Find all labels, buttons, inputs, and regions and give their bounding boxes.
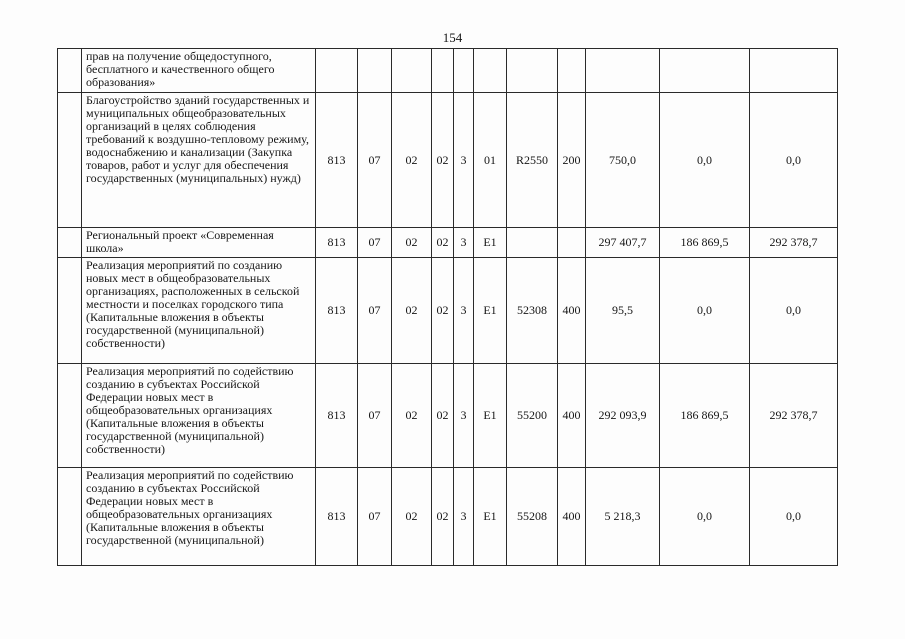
description-cell: Реализация мероприятий по созданию новых мест в общеобразовательных организациях, расположенных в сельской местности и поселках городского типа (Капитальные вложения в объекты государственной (муниципальной) собственности): [82, 258, 316, 364]
amount-2-cell: 186 869,5: [660, 364, 750, 468]
amount-3-cell: 292 378,7: [750, 228, 838, 258]
expense-type-cell: 400: [558, 364, 586, 468]
section-cell: 07: [358, 364, 392, 468]
table-row: [58, 364, 838, 468]
amount-3-cell: 0,0: [750, 468, 838, 566]
description-cell: Реализация мероприятий по содействию созданию в субъектах Российской Федерации новых мест в общеобразовательных организациях (Капитальные вложения в объекты государственной (муниципальной): [82, 468, 316, 566]
table-row: [58, 468, 838, 566]
section-cell: 07: [358, 93, 392, 228]
subsection-cell: 02: [392, 468, 432, 566]
expense-code-cell: R2550: [507, 93, 558, 228]
subprogram-cell: 3: [454, 364, 474, 468]
amount-2-cell: 0,0: [660, 258, 750, 364]
amount-3-cell: 0,0: [750, 93, 838, 228]
amount-2-cell: 186 869,5: [660, 228, 750, 258]
section-cell: [358, 49, 392, 93]
direction-cell: 01: [474, 93, 507, 228]
expense-code-cell: [507, 228, 558, 258]
amount-3-cell: [750, 49, 838, 93]
row-number-cell: [58, 228, 82, 258]
direction-cell: E1: [474, 364, 507, 468]
expense-type-cell: 400: [558, 468, 586, 566]
ministry-cell: 813: [316, 364, 358, 468]
ministry-cell: [316, 49, 358, 93]
ministry-cell: 813: [316, 258, 358, 364]
section-cell: 07: [358, 468, 392, 566]
amount-1-cell: 297 407,7: [586, 228, 660, 258]
section-cell: 07: [358, 258, 392, 364]
row-number-cell: [58, 49, 82, 93]
amount-2-cell: [660, 49, 750, 93]
expense-code-cell: [507, 49, 558, 93]
amount-1-cell: 750,0: [586, 93, 660, 228]
program-cell: [432, 49, 454, 93]
direction-cell: E1: [474, 258, 507, 364]
amount-1-cell: [586, 49, 660, 93]
ministry-cell: 813: [316, 93, 358, 228]
description-cell: прав на получение общедоступного, бесплатного и качественного общего образования»: [82, 49, 316, 93]
direction-cell: [474, 49, 507, 93]
subprogram-cell: 3: [454, 258, 474, 364]
program-cell: 02: [432, 228, 454, 258]
program-cell: 02: [432, 258, 454, 364]
page-number: 154: [442, 30, 463, 45]
section-cell: 07: [358, 228, 392, 258]
subsection-cell: 02: [392, 364, 432, 468]
amount-1-cell: 95,5: [586, 258, 660, 364]
subprogram-cell: 3: [454, 93, 474, 228]
description-cell: Благоустройство зданий государственных и муниципальных общеобразовательных организаций в целях соблюдения требований к воздушно-тепловому режиму, водоснабжению и канализации (Закупка товаров, работ и услуг для обеспечения государственных (муниципальных) нужд): [82, 93, 316, 228]
expense-code-cell: 55208: [507, 468, 558, 566]
amount-3-cell: 292 378,7: [750, 364, 838, 468]
description-cell: Региональный проект «Современная школа»: [82, 228, 316, 258]
subsection-cell: 02: [392, 258, 432, 364]
subsection-cell: [392, 49, 432, 93]
amount-1-cell: 292 093,9: [586, 364, 660, 468]
table-row: [58, 49, 838, 93]
expense-code-cell: 55200: [507, 364, 558, 468]
row-number-cell: [58, 364, 82, 468]
program-cell: 02: [432, 364, 454, 468]
table-row: [58, 93, 838, 228]
expense-type-cell: 400: [558, 258, 586, 364]
subsection-cell: 02: [392, 93, 432, 228]
program-cell: 02: [432, 468, 454, 566]
ministry-cell: 813: [316, 468, 358, 566]
subprogram-cell: [454, 49, 474, 93]
description-cell: Реализация мероприятий по содействию созданию в субъектах Российской Федерации новых мест в общеобразовательных организациях (Капитальные вложения в объекты государственной (муниципальной) собственности): [82, 364, 316, 468]
row-number-cell: [58, 258, 82, 364]
subprogram-cell: 3: [454, 468, 474, 566]
program-cell: 02: [432, 93, 454, 228]
expense-type-cell: [558, 49, 586, 93]
budget-table: [57, 48, 838, 566]
amount-2-cell: 0,0: [660, 93, 750, 228]
subprogram-cell: 3: [454, 228, 474, 258]
table-row: [58, 228, 838, 258]
expense-type-cell: 200: [558, 93, 586, 228]
amount-2-cell: 0,0: [660, 468, 750, 566]
amount-1-cell: 5 218,3: [586, 468, 660, 566]
table-row: [58, 258, 838, 364]
direction-cell: E1: [474, 228, 507, 258]
expense-type-cell: [558, 228, 586, 258]
row-number-cell: [58, 93, 82, 228]
row-number-cell: [58, 468, 82, 566]
expense-code-cell: 52308: [507, 258, 558, 364]
amount-3-cell: 0,0: [750, 258, 838, 364]
ministry-cell: 813: [316, 228, 358, 258]
direction-cell: E1: [474, 468, 507, 566]
subsection-cell: 02: [392, 228, 432, 258]
